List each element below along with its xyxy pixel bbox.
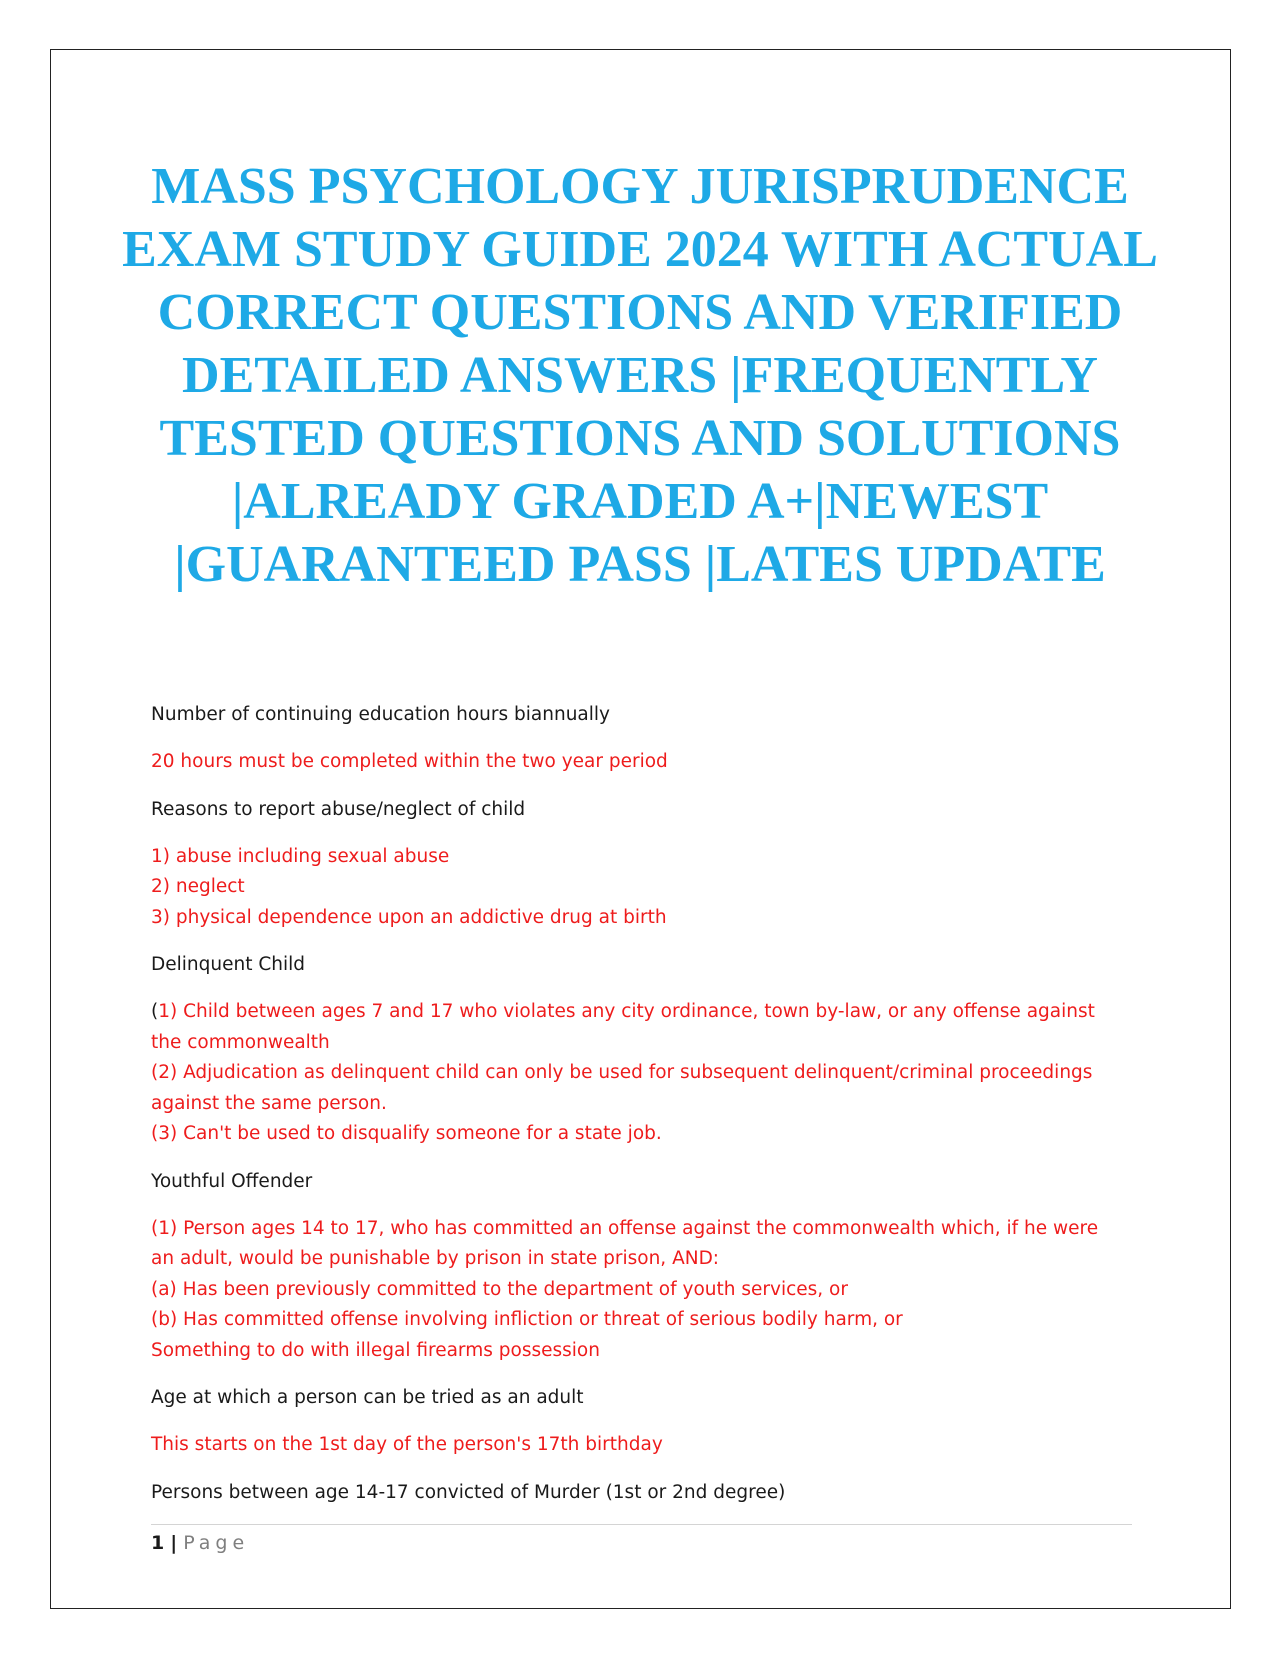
answer-line bbox=[151, 997, 1131, 1028]
answer-line: 3) physical dependence upon an addictive drug at birth bbox=[151, 906, 667, 928]
answer-block bbox=[151, 842, 1131, 934]
answer-line: (a) Has been previously committed to the department of youth services, or bbox=[151, 1278, 848, 1300]
answer-line: (1) Person ages 14 to 17, who has committed an offense against the commonwealth which, if he were bbox=[151, 1217, 1099, 1239]
question-text: Reasons to report abuse/neglect of child bbox=[151, 798, 526, 820]
question-text: Number of continuing education hours biannually bbox=[151, 704, 610, 725]
footer-divider bbox=[151, 1524, 1132, 1525]
page-footer bbox=[151, 1530, 249, 1556]
answer-prefix: ( bbox=[151, 1001, 159, 1022]
question-text: Delinquent Child bbox=[151, 954, 306, 975]
answer-line: the commonwealth bbox=[151, 1031, 330, 1053]
answer-line: This starts on the 1st day of the person's 17th birthday bbox=[151, 1434, 663, 1455]
answer-line: 1) abuse including sexual abuse bbox=[151, 845, 450, 867]
page-label: Page bbox=[183, 1532, 250, 1554]
page-number: 1 bbox=[151, 1532, 165, 1554]
answer-line: (b) Has committed offense involving infliction or threat of serious bodily harm, or bbox=[151, 1309, 903, 1330]
answer-line: against the same person. bbox=[151, 1092, 387, 1114]
answer-line: Something to do with illegal firearms possession bbox=[151, 1339, 600, 1361]
question-text: Youthful Offender bbox=[151, 1170, 313, 1192]
answer-line: 2) neglect bbox=[151, 876, 245, 897]
document-title: MASS PSYCHOLOGY JURISPRUDENCE EXAM STUDY GUIDE 2024 WITH ACTUAL CORRECT QUESTIONS AND VERIFIED DETAILED ANSWERS |FREQUENTLY TESTED QUESTIONS AND SOLUTIONS |ALREADY GRADED A+|NEWEST |GUARANTEED PASS |LATES UPDATE bbox=[122, 158, 1158, 593]
question-text: Age at which a person can be tried as an adult bbox=[151, 1387, 584, 1408]
answer-line: an adult, would be punishable by prison in state prison, AND: bbox=[151, 1248, 720, 1269]
answer-block bbox=[151, 747, 1131, 778]
answer-block bbox=[151, 1430, 1131, 1461]
answer-line: (3) Can't be used to disqualify someone for a state job. bbox=[151, 1123, 662, 1144]
question-text: Persons between age 14-17 convicted of Murder (1st or 2nd degree) bbox=[151, 1481, 786, 1503]
qa-content bbox=[151, 700, 1131, 1525]
answer-line: 20 hours must be completed within the two year period bbox=[151, 751, 668, 772]
answer-line: (2) Adjudication as delinquent child can only be used for subsequent delinquent/criminal proceedings bbox=[151, 1062, 1093, 1083]
answer-block bbox=[151, 1214, 1131, 1367]
answer-block bbox=[151, 997, 1131, 1150]
footer-separator: | bbox=[170, 1532, 178, 1554]
answer-line-rest: 1) Child between ages 7 and 17 who violates any city ordinance, town by-law, or any offense against bbox=[158, 1001, 1095, 1022]
